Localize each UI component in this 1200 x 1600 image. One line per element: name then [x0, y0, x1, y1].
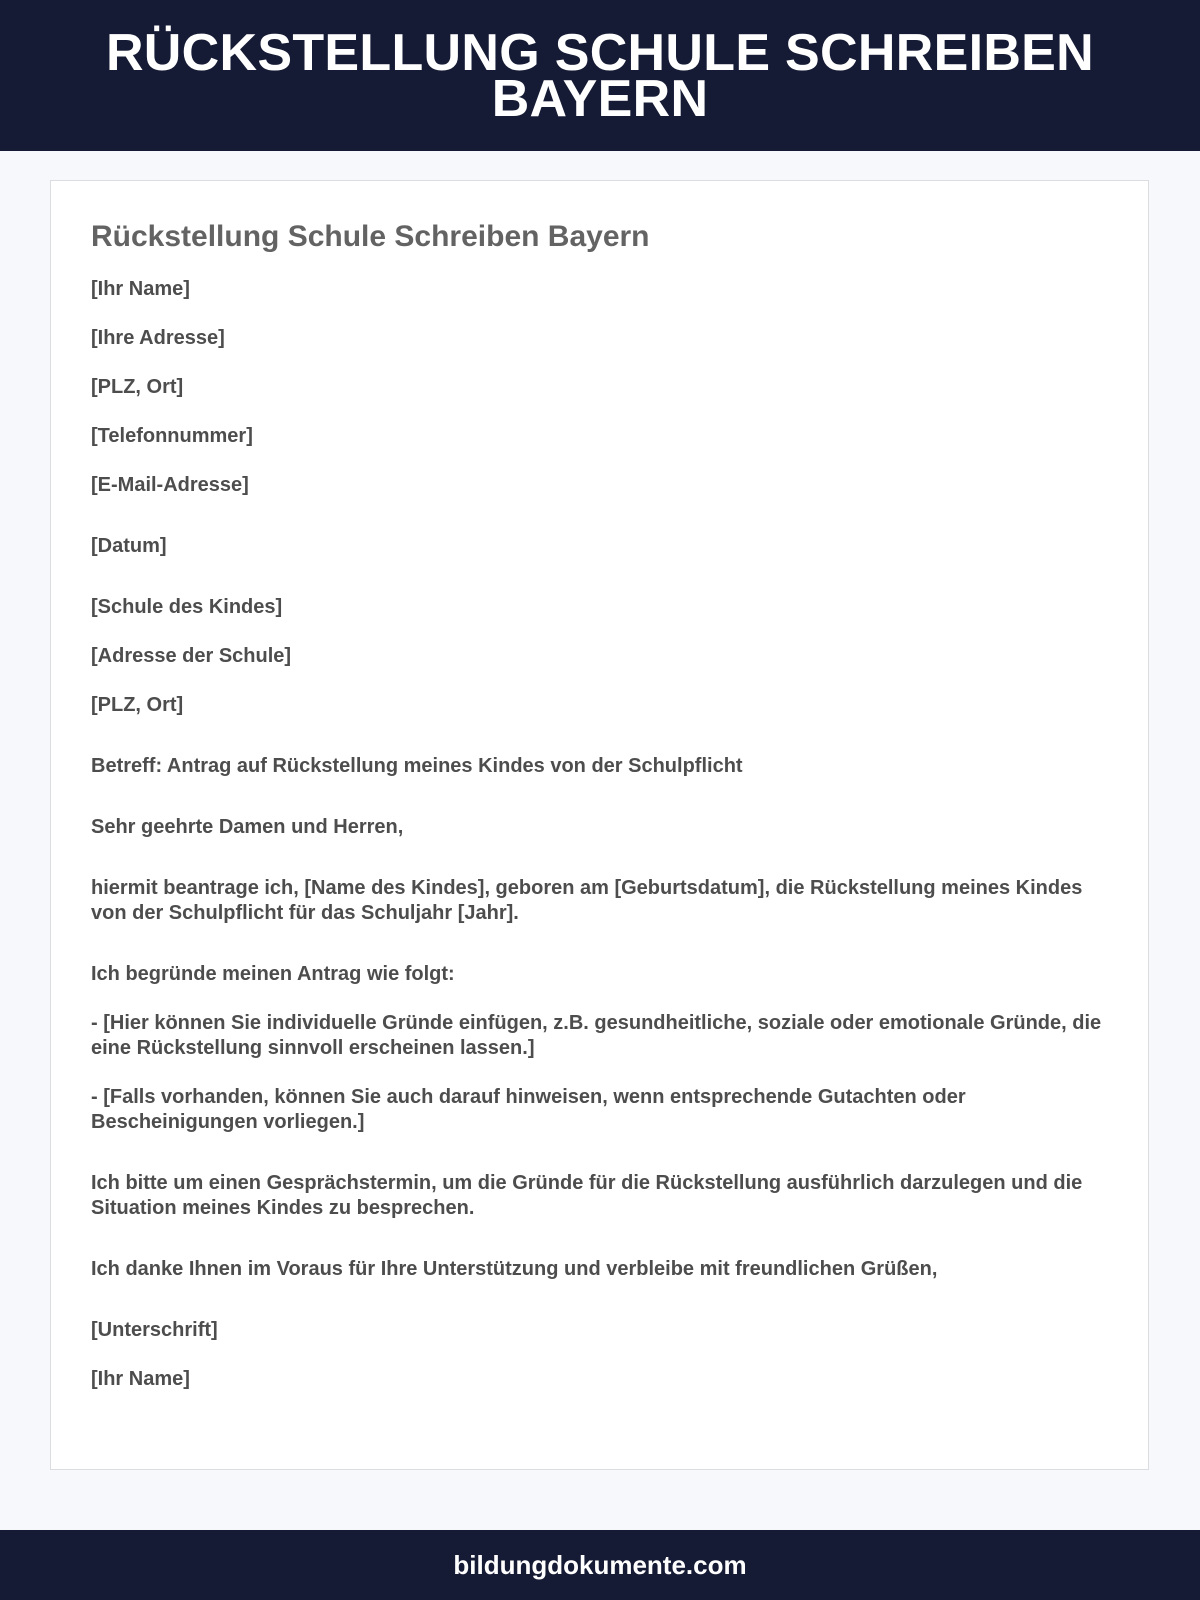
reason-item: - [Hier können Sie individuelle Gründe einfügen, z.B. gesundheitliche, soziale oder emotionale Gründe, die eine Rückstellung sinnvoll erscheinen lassen.] [91, 1012, 1102, 1059]
sender-name: [Ihr Name] [91, 278, 190, 300]
recipient-address: [Adresse der Schule] [91, 645, 292, 667]
letter-body-intro: hiermit beantrage ich, [Name des Kindes], geboren am [Geburtsdatum], die Rückstellung meines Kindes von der Schulpflicht für das Schuljahr [Jahr]. [91, 877, 1083, 924]
reason-item: - [Falls vorhanden, können Sie auch darauf hinweisen, wenn entsprechende Gutachten oder Bescheinigungen vorliegen.] [91, 1086, 966, 1133]
reasons-intro: Ich begründe meinen Antrag wie folgt: [91, 963, 455, 985]
recipient-school: [Schule des Kindes] [91, 596, 283, 618]
meeting-request: Ich bitte um einen Gesprächstermin, um die Gründe für die Rückstellung ausführlich darzulegen und die Situation meines Kindes zu besprechen. [91, 1172, 1083, 1219]
letter-subject: Betreff: Antrag auf Rückstellung meines Kindes von der Schulpflicht [91, 755, 743, 777]
sender-city: [PLZ, Ort] [91, 376, 184, 398]
sender-email: [E-Mail-Adresse] [91, 474, 249, 496]
letter-salutation: Sehr geehrte Damen und Herren, [91, 816, 404, 838]
page-footer [0, 1530, 1200, 1600]
sender-phone: [Telefonnummer] [91, 425, 253, 447]
letter-title: Rückstellung Schule Schreiben Bayern [91, 220, 650, 253]
signature-placeholder: [Unterschrift] [91, 1319, 218, 1341]
page-header [0, 0, 1200, 151]
sender-address: [Ihre Adresse] [91, 327, 225, 349]
letter-date: [Datum] [91, 535, 167, 557]
letter-card [50, 180, 1149, 1470]
signature-name: [Ihr Name] [91, 1368, 190, 1390]
recipient-city: [PLZ, Ort] [91, 694, 184, 716]
footer-site: bildungdokumente.com [453, 1549, 747, 1580]
letter-closing: Ich danke Ihnen im Voraus für Ihre Unterstützung und verbleibe mit freundlichen Grüßen, [91, 1258, 938, 1280]
page-title: RÜCKSTELLUNG SCHULE SCHREIBEN BAYERN [105, 23, 1095, 128]
